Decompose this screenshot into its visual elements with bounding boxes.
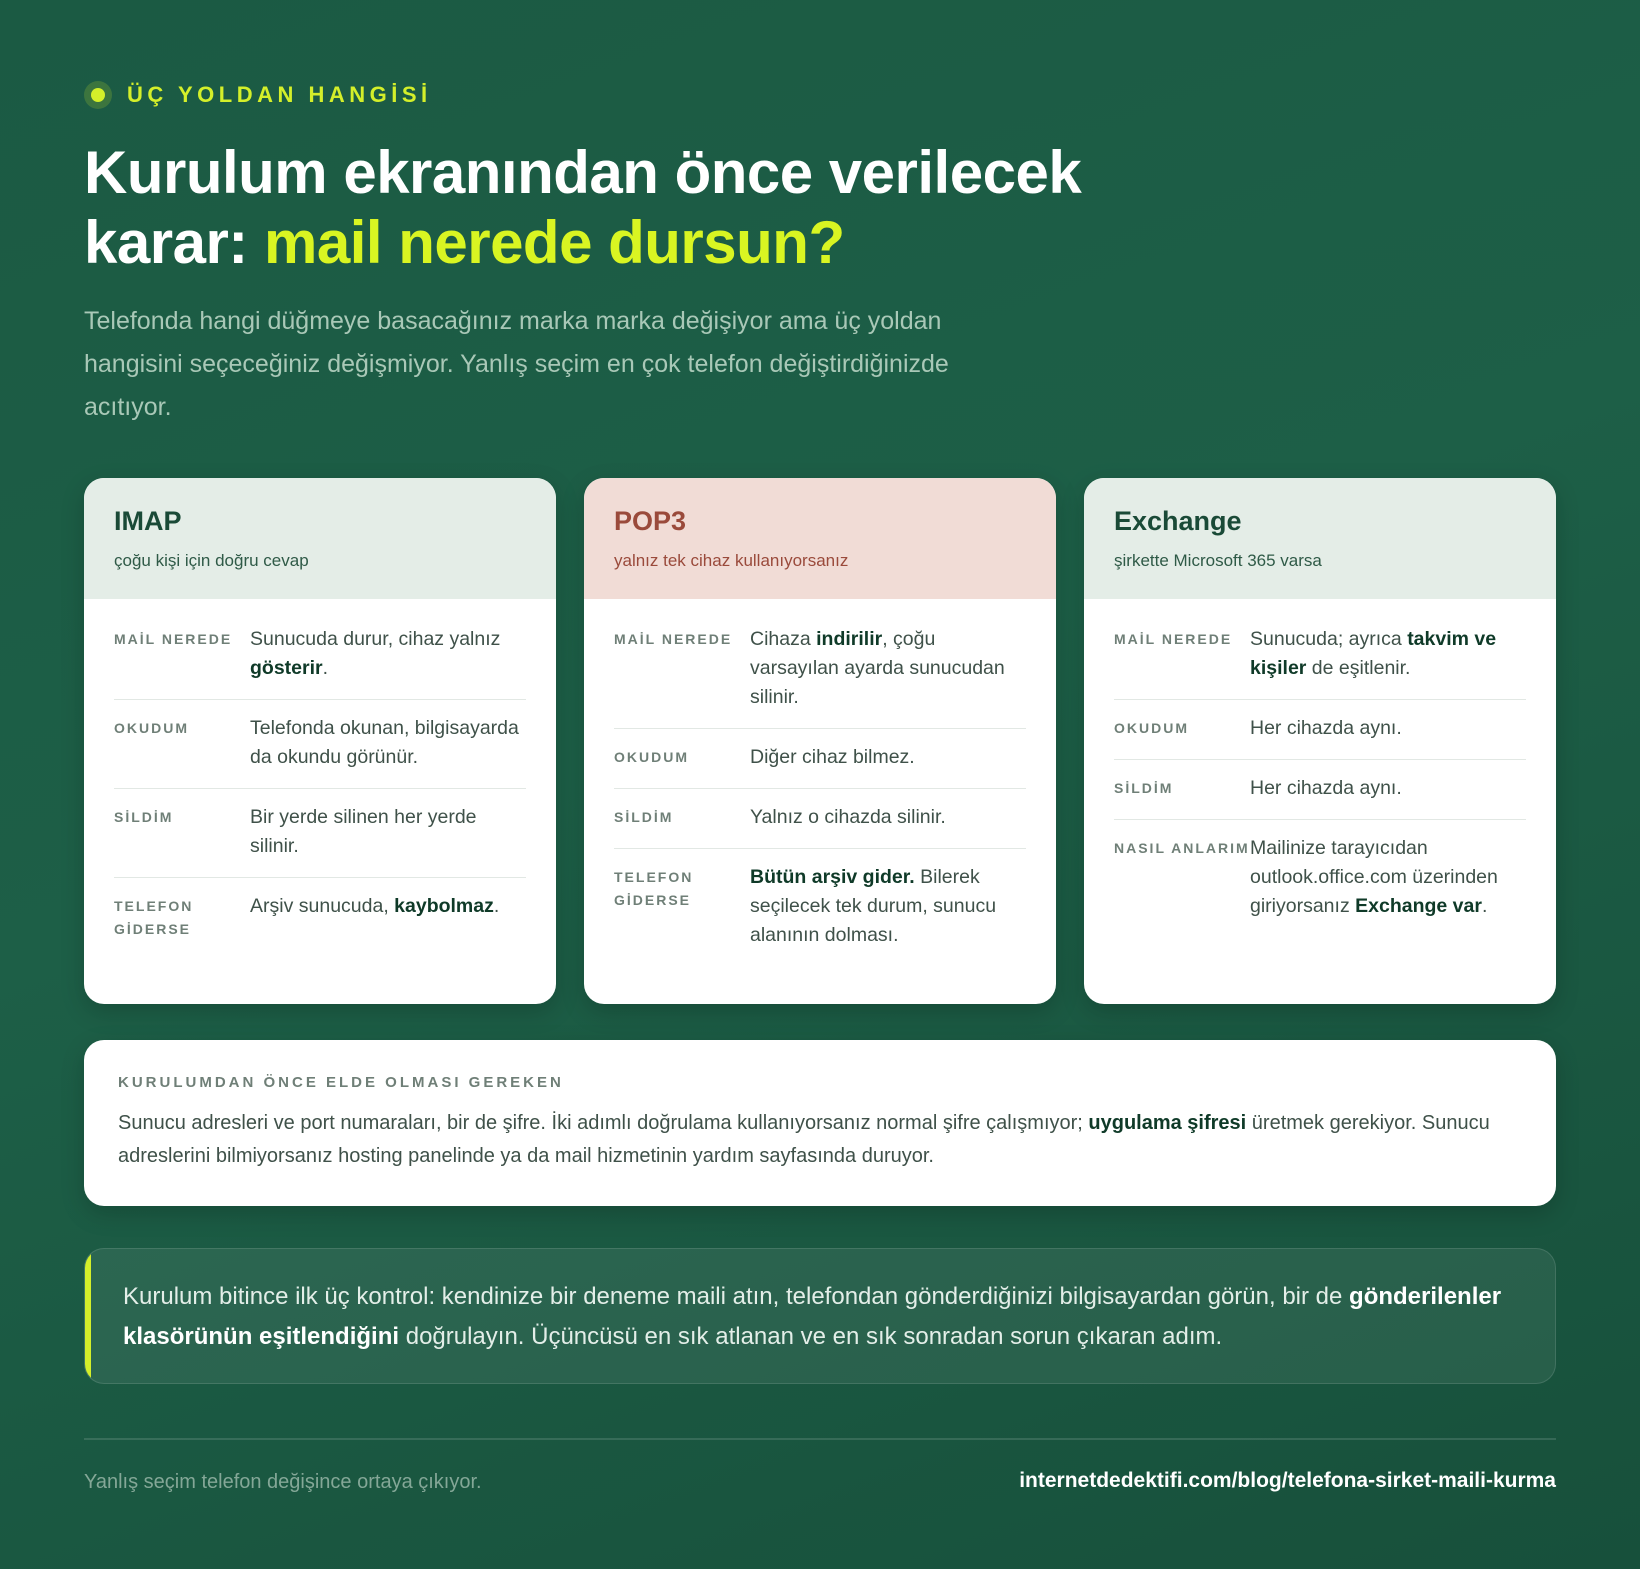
lead-paragraph: Telefonda hangi düğmeye basacağınız marka marka değişiyor ama üç yoldan hangisini seçeceğiniz değişmiyor. Yanlış seçim en çok telefon değiştirdiğinizde acıtıyor. [84, 307, 949, 421]
card-header [584, 478, 1056, 599]
page [84, 0, 1556, 1569]
row-value: Telefonda okunan, bilgisayarda da okundu görünür. [250, 717, 519, 768]
card-header [1084, 478, 1556, 599]
row-tail: . [1481, 895, 1488, 917]
row-label: SİLDİM [114, 809, 174, 825]
bullet-dot-icon [91, 88, 105, 102]
card-row [114, 789, 526, 878]
row-label: MAİL NEREDE [614, 631, 733, 647]
row-emphasis: Bütün arşiv gider. [750, 866, 915, 888]
row-value [250, 892, 499, 941]
row-text: Sunucuda; ayrıca [1250, 628, 1408, 650]
card-body [584, 599, 1056, 966]
tip-text-after: doğrulayın. Üçüncüsü en sık atlanan ve en sık sonradan sorun çıkaran adım. [399, 1323, 1223, 1350]
prep-text-after: üretmek gerekiyor. Sunucu adreslerini bilmiyorsanız hosting panelinde ya da mail hizmetinin yardım sayfasında duruyor. [118, 1112, 1490, 1167]
row-label: OKUDUM [614, 749, 689, 765]
tip-callout [84, 1248, 1556, 1384]
card-row [114, 878, 526, 957]
row-label: MAİL NEREDE [114, 631, 233, 647]
card-subtitle: şirkette Microsoft 365 varsa [1114, 551, 1322, 570]
row-value: Her cihazda aynı. [1250, 777, 1402, 799]
card-imap [84, 478, 556, 1004]
eyebrow-label: ÜÇ YOLDAN HANGİSİ [127, 82, 432, 107]
footer-note: Yanlış seçim telefon değişince ortaya çıkıyor. [84, 1471, 482, 1493]
callout-accent-bar [85, 1249, 91, 1383]
card-row [1114, 820, 1526, 937]
page-title [84, 138, 1081, 278]
row-label: NASIL ANLARIM [1114, 840, 1250, 856]
row-value [1250, 834, 1526, 921]
row-label: OKUDUM [114, 720, 189, 736]
card-subtitle: çoğu kişi için doğru cevap [114, 551, 309, 570]
card-row [1114, 700, 1526, 760]
row-text: Arşiv sunucuda, [250, 895, 395, 917]
tip-emphasis: gönderilenler klasörünün eşitlendiğini [123, 1283, 1502, 1350]
row-label: SİLDİM [1114, 780, 1174, 796]
prerequisites-label: KURULUMDAN ÖNCE ELDE OLMASI GEREKEN [118, 1074, 564, 1091]
row-label: MAİL NEREDE [1114, 631, 1233, 647]
card-row [614, 849, 1026, 966]
card-pop3 [584, 478, 1056, 1004]
row-text: Sunucuda durur, cihaz yalnız [250, 628, 501, 650]
card-subtitle: yalnız tek cihaz kullanıyorsanız [614, 551, 849, 570]
card-exchange [1084, 478, 1556, 1004]
row-emphasis: takvim ve kişiler [1250, 628, 1497, 679]
title-line-2-prefix: karar: [84, 209, 264, 276]
prep-emphasis: uygulama şifresi [1088, 1112, 1247, 1134]
row-value [750, 625, 1026, 712]
card-body [1084, 599, 1556, 937]
row-tail: de eşitlenir. [1306, 657, 1411, 679]
footer-source-link[interactable]: internetdedektifi.com/blog/telefona-sirket-maili-kurma [1019, 1469, 1556, 1492]
row-tail: , çoğu varsayılan ayarda sunucudan silinir. [750, 628, 1005, 708]
tip-text [123, 1277, 1517, 1357]
card-row [614, 611, 1026, 729]
row-emphasis: kaybolmaz [394, 895, 494, 917]
row-value: Diğer cihaz bilmez. [750, 746, 915, 768]
row-value [250, 625, 526, 683]
row-emphasis: gösterir [250, 657, 323, 679]
row-label: SİLDİM [614, 809, 674, 825]
prep-text-before: Sunucu adresleri ve port numaraları, bir de şifre. İki adımlı doğrulama kullanıyorsanız normal şifre çalışmıyor; [118, 1112, 1089, 1134]
row-label: TELEFON GİDERSE [614, 869, 694, 908]
card-row [614, 729, 1026, 789]
prerequisites-panel [84, 1040, 1556, 1206]
card-header [84, 478, 556, 599]
card-row [114, 700, 526, 789]
title-accent: mail nerede dursun? [263, 209, 845, 276]
eyebrow [84, 82, 432, 108]
row-value: Yalnız o cihazda silinir. [750, 806, 946, 828]
row-tail: . [322, 657, 329, 679]
row-text: Cihaza [750, 628, 817, 650]
card-row [614, 789, 1026, 849]
card-row [1114, 760, 1526, 820]
row-tail: . [493, 895, 500, 917]
row-value [750, 863, 1026, 950]
row-label: TELEFON GİDERSE [114, 898, 194, 937]
row-label: OKUDUM [1114, 720, 1189, 736]
row-tail: Bilerek seçilecek tek durum, sunucu alanının dolması. [750, 866, 997, 946]
row-emphasis: indirilir [816, 628, 883, 650]
row-text: Mailinize tarayıcıdan outlook.office.com üzerinden giriyorsanız [1250, 837, 1498, 917]
tip-text-before: Kurulum bitince ilk üç kontrol: kendinize bir deneme maili atın, telefondan gönderdiğinizi bilgisayardan görün, bir de [123, 1283, 1350, 1310]
title-line-1: Kurulum ekranından önce verilecek [84, 139, 1082, 206]
card-row [114, 611, 526, 700]
comparison-cards [84, 478, 1556, 1004]
row-value: Bir yerde silinen her yerde silinir. [250, 806, 477, 857]
row-value [1250, 625, 1526, 683]
row-value: Her cihazda aynı. [1250, 717, 1402, 739]
card-title: POP3 [614, 506, 687, 536]
footer-divider [84, 1438, 1556, 1440]
card-title: IMAP [114, 506, 182, 536]
card-row [1114, 611, 1526, 700]
prerequisites-text [118, 1107, 1522, 1173]
row-emphasis: Exchange var [1355, 895, 1482, 917]
card-title: Exchange [1114, 506, 1242, 536]
card-body [84, 599, 556, 957]
